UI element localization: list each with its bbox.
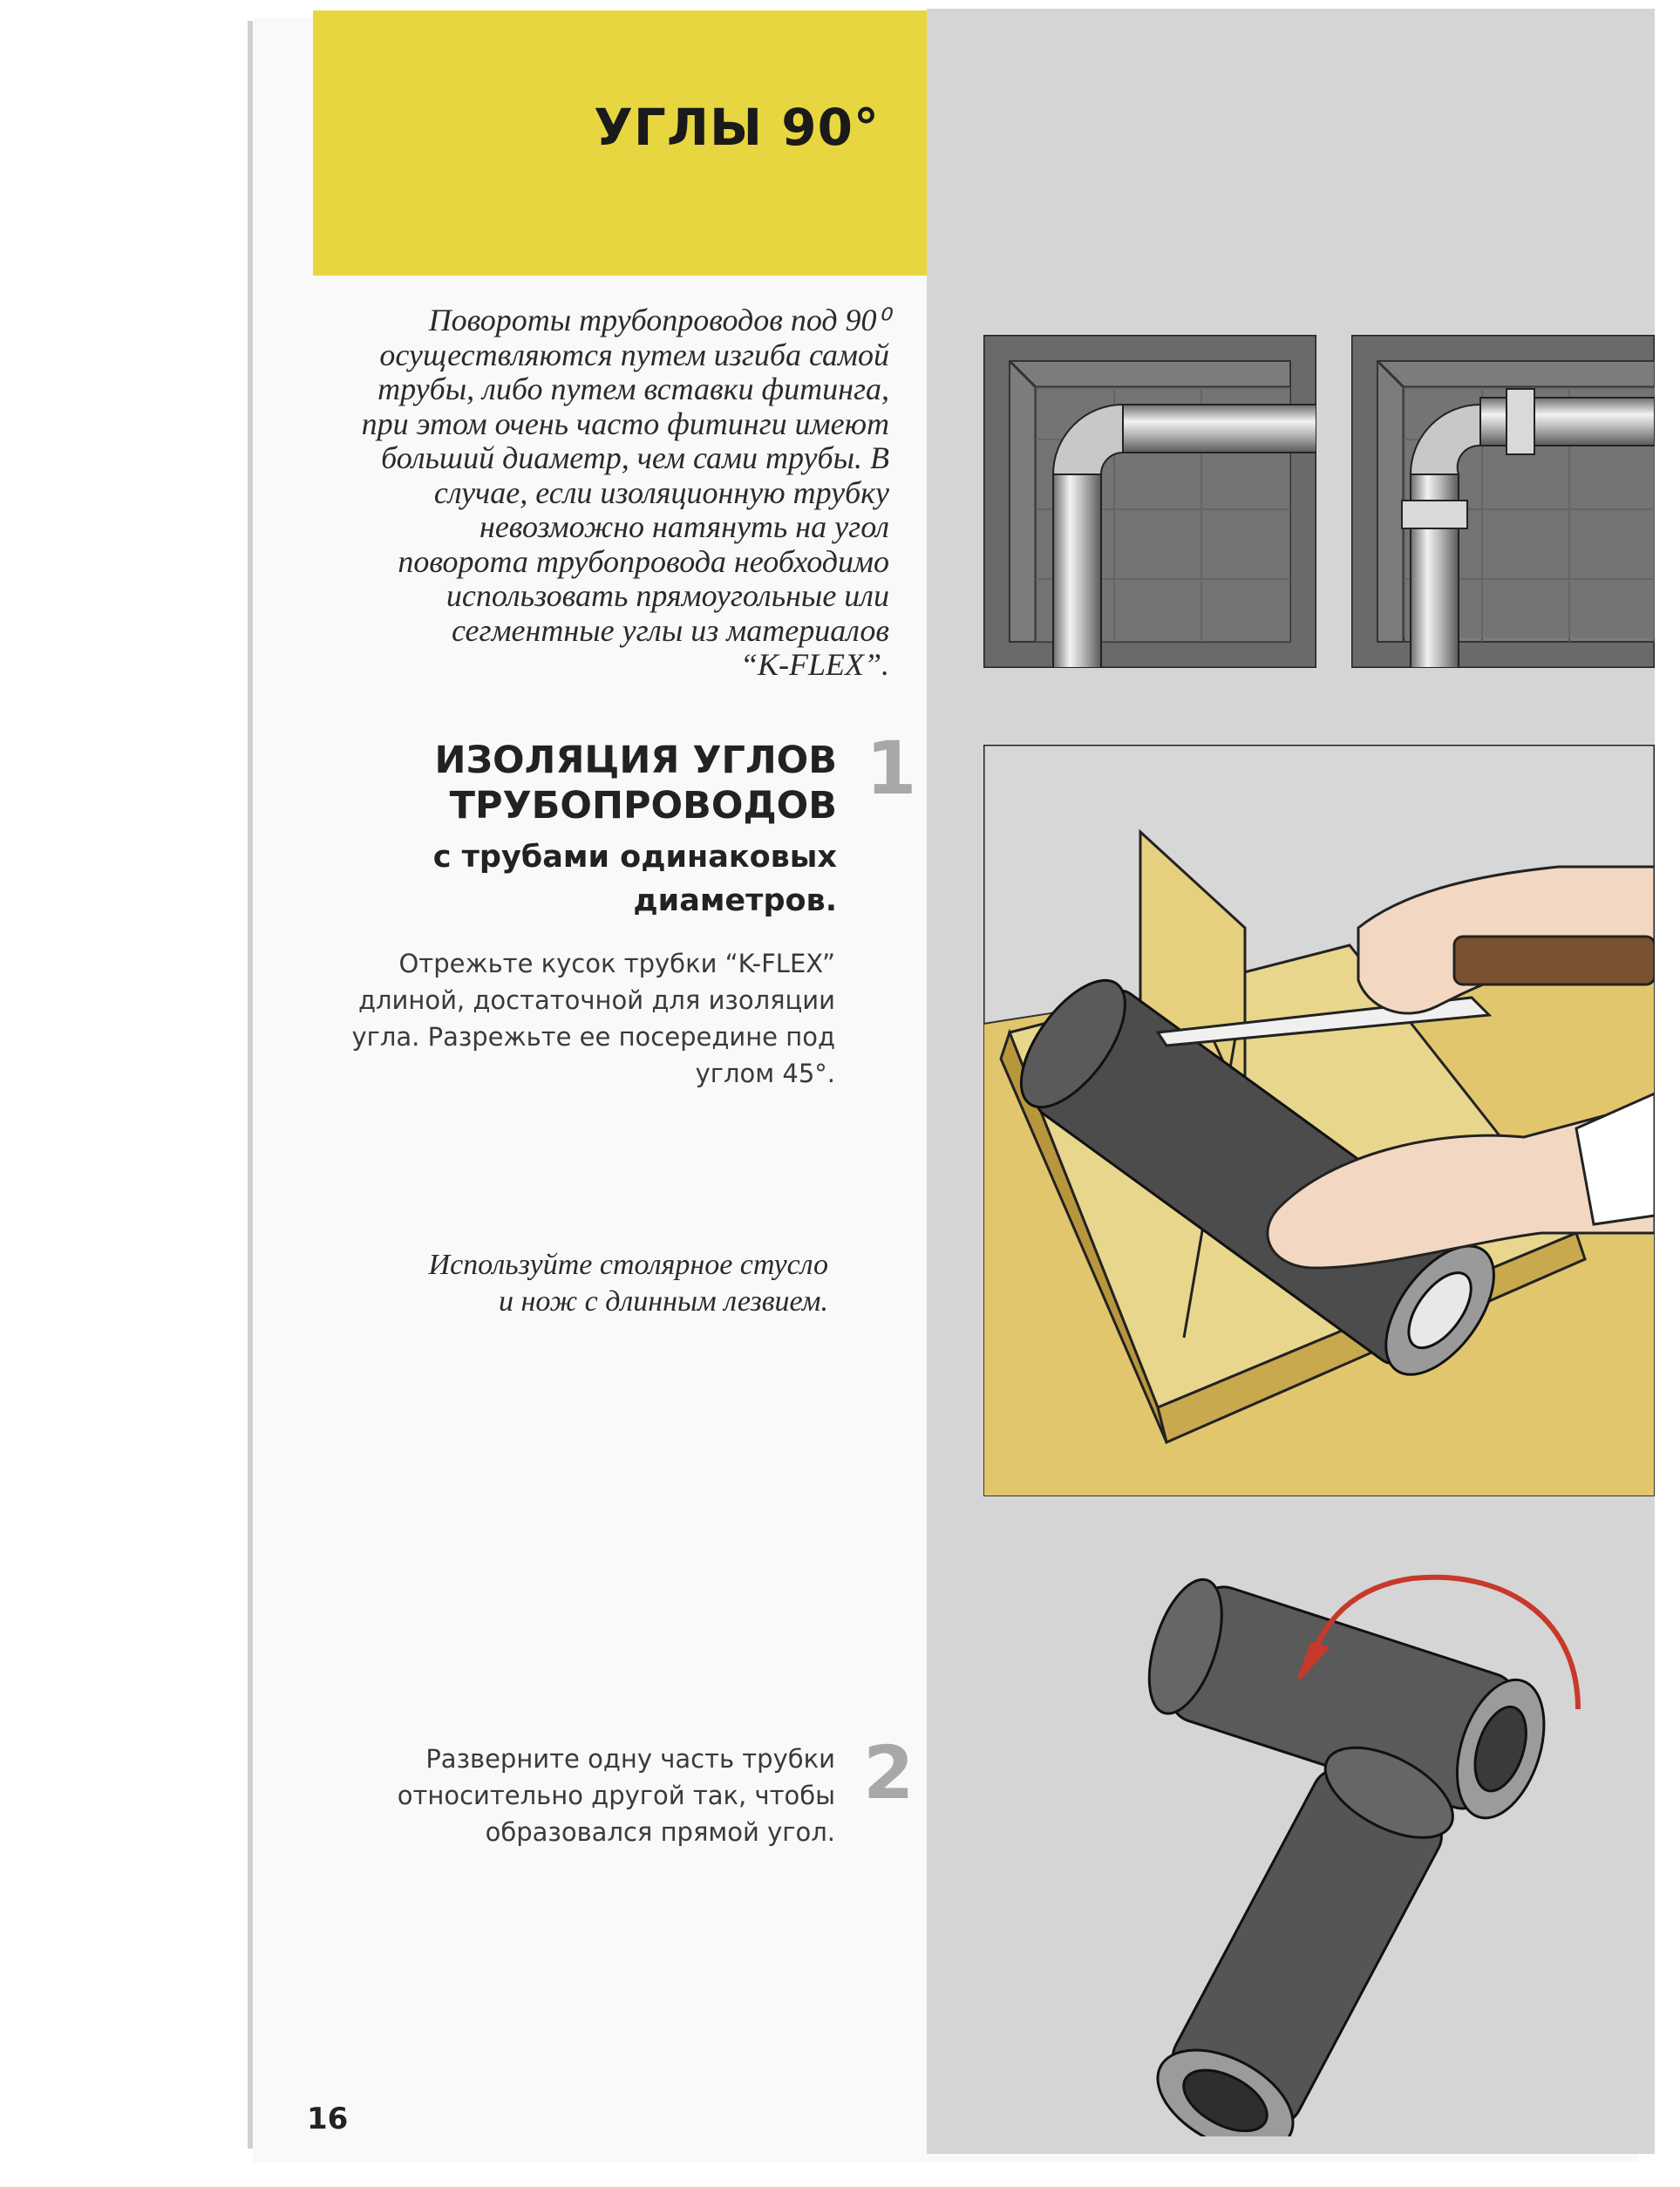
intro-line: “K-FLEX”. [739, 647, 889, 682]
section1-step-text [331, 945, 835, 1092]
step-text-line: образовался прямой угол. [485, 1817, 835, 1847]
section1-heading-line: ТРУБОПРОВОДОВ [449, 784, 837, 828]
tip-text-line: Используйте столярное стусло [428, 1249, 828, 1281]
section2-step-text [331, 1741, 835, 1850]
step-number-2: 2 [863, 1730, 915, 1816]
page-number: 16 [307, 2102, 349, 2136]
section1-subheading-line: с трубами одинаковых [432, 840, 837, 875]
step-text-line: длиной, достаточной для изоляции [357, 985, 835, 1015]
bent-pipe-illustration [983, 335, 1316, 668]
intro-line: больший диаметр, чем сами трубы. В [381, 440, 889, 475]
step-text-line: угла. Разрежьте ее посередине под [351, 1022, 835, 1052]
tip-text-line: и нож с длинным лезвием. [498, 1285, 828, 1318]
section1-subheading-line: диаметров. [633, 883, 837, 918]
step-text-line: Отрежьте кусок трубки “K-FLEX” [398, 949, 835, 978]
intro-paragraph [323, 303, 889, 683]
step-text-line: относительно другой так, чтобы [397, 1781, 835, 1810]
intro-line: сегментные углы из материалов [452, 612, 889, 648]
step-text-line: углом 45°. [695, 1059, 835, 1088]
step-number-1: 1 [866, 726, 917, 811]
intro-line: Повороты трубопроводов под 90⁰ [428, 303, 889, 337]
intro-line: случае, если изоляционную трубку [433, 474, 889, 510]
intro-line: трубы, либо путем вставки фитинга, [377, 371, 889, 406]
section1-heading [331, 738, 837, 828]
intro-line: использовать прямоугольные или [446, 578, 889, 613]
miter-box-cutting-illustration [983, 745, 1655, 1496]
section1-subheading [331, 835, 837, 923]
step-text-line: Разверните одну часть трубки [425, 1744, 835, 1774]
section1-heading-line: ИЗОЛЯЦИЯ УГЛОВ [434, 739, 837, 782]
page-title: УГЛЫ 90° [594, 98, 880, 157]
fitting-pipe-illustration [1351, 335, 1655, 668]
rotated-tube-illustration [1125, 1561, 1613, 2136]
intro-line: осуществляются путем изгиба самой [379, 337, 889, 372]
intro-line: поворота трубопровода необходимо [398, 543, 889, 579]
intro-line: невозможно натянуть на угол [479, 509, 889, 544]
intro-line: при этом очень часто фитинги имеют [361, 405, 889, 441]
section1-tip-text [331, 1247, 828, 1320]
